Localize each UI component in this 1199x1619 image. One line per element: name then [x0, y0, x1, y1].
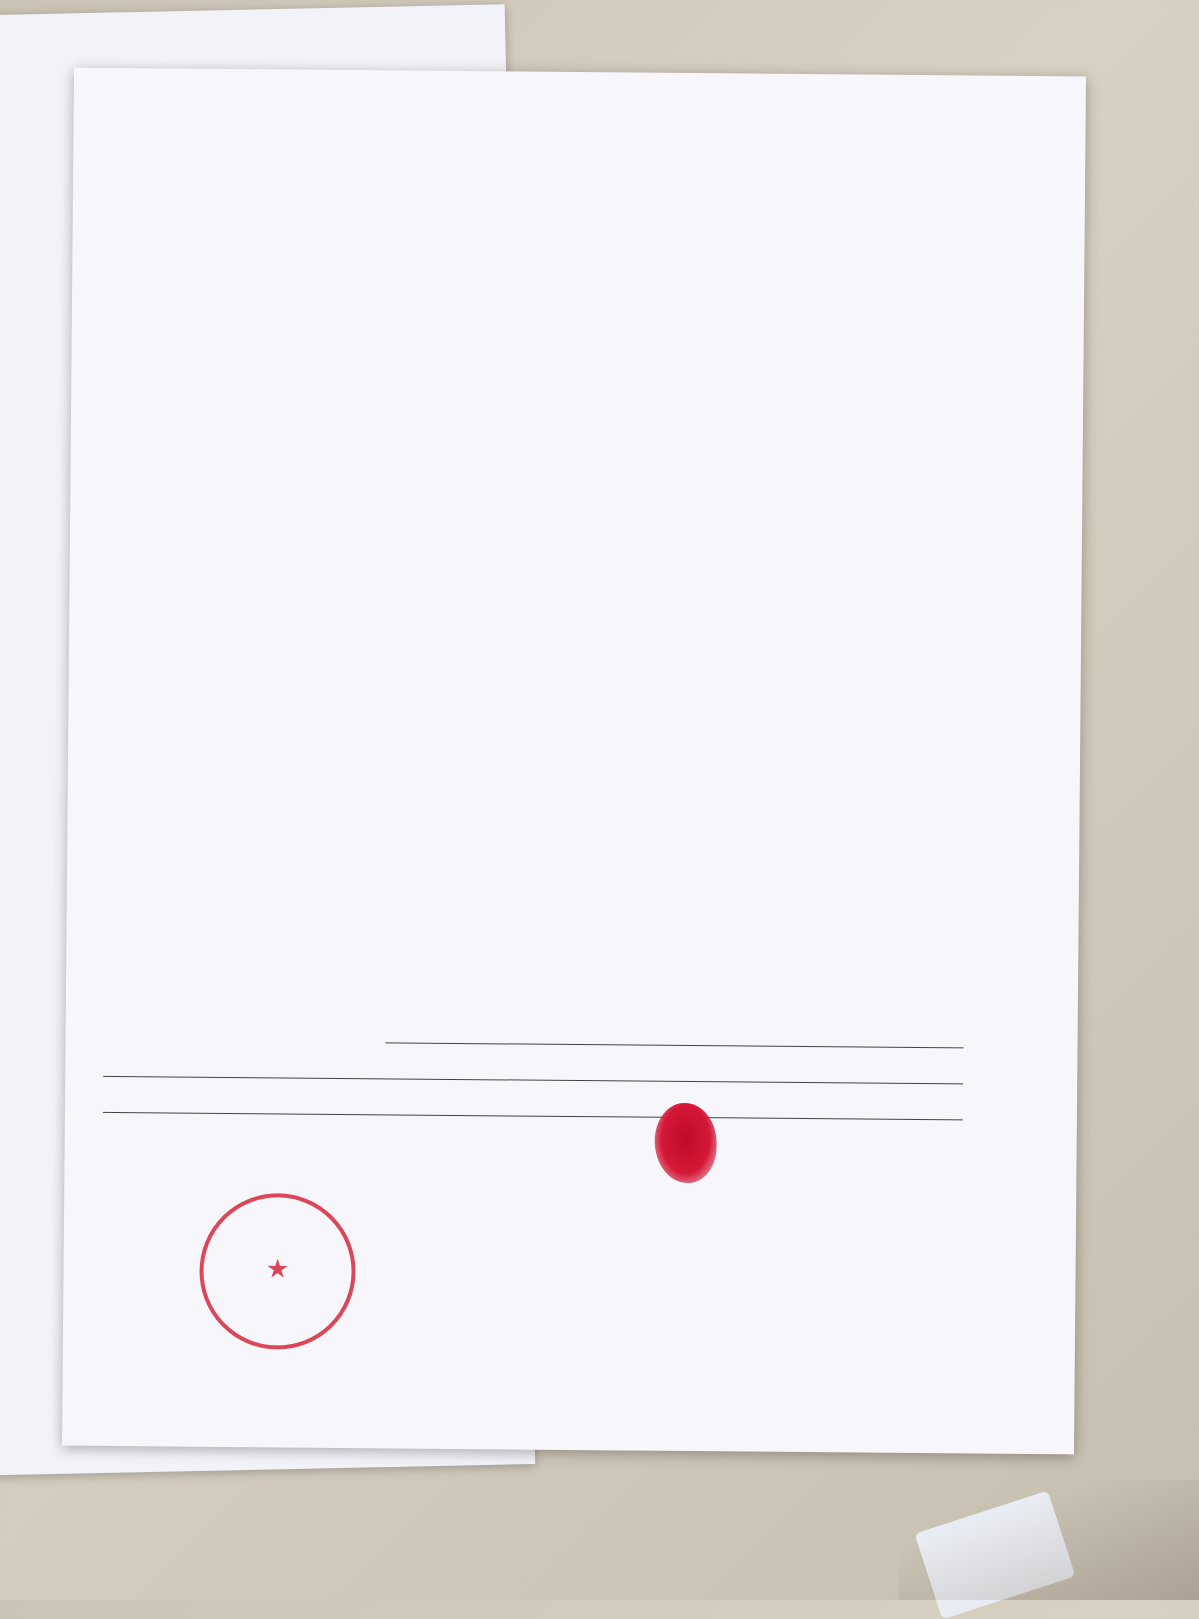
blank-line-1	[386, 1042, 964, 1048]
company-seal	[195, 1189, 360, 1354]
contract-page	[62, 68, 1086, 1455]
section9-items	[111, 132, 971, 140]
fingerprint-mark	[654, 1103, 717, 1184]
section10-row	[138, 1026, 998, 1034]
copy-labels	[1030, 476, 1054, 512]
floor-shadow	[899, 1480, 1199, 1600]
section9-heading	[111, 132, 971, 140]
blank-line-3	[103, 1112, 963, 1121]
margin-fragments	[0, 15, 35, 1476]
contract-body	[111, 120, 971, 140]
blank-line-2	[103, 1076, 963, 1085]
svg-text:★: ★	[265, 1254, 290, 1285]
top-clauses	[112, 120, 972, 128]
